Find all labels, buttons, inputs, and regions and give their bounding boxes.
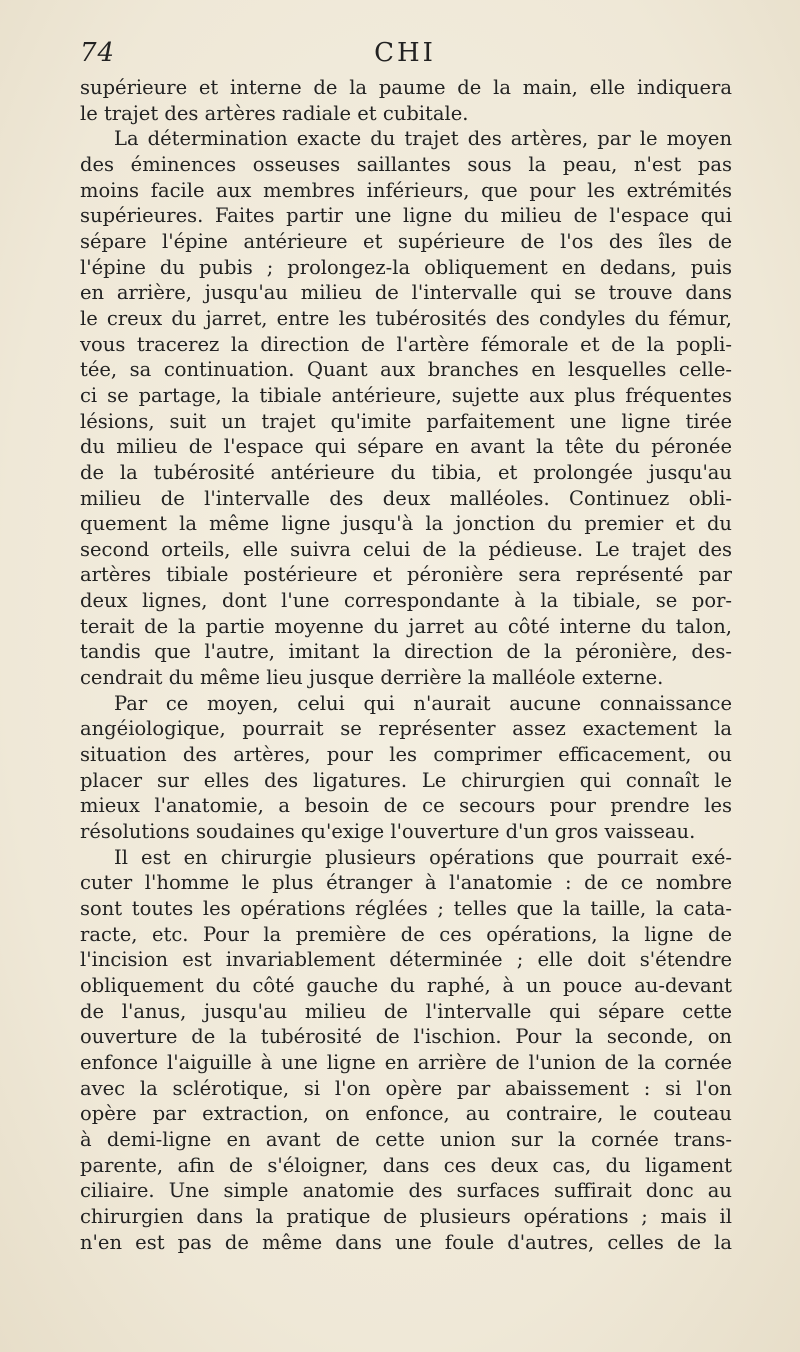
text-line: second orteils, elle suivra celui de la pédieuse. Le trajet des <box>80 537 732 561</box>
text-line: tandis que l'autre, imitant la direction de la péronière, des- <box>80 640 732 664</box>
text-line: quement la même ligne jusqu'à la jonction du premier et du <box>80 512 732 536</box>
text-line: de l'anus, jusqu'au milieu de l'intervalle qui sépare cette <box>80 999 732 1023</box>
text-line: en arrière, jusqu'au milieu de l'intervalle qui se trouve dans <box>80 281 732 305</box>
text-line: avec la sclérotique, si l'on opère par abaissement : si l'on <box>80 1076 732 1100</box>
text-line: opère par extraction, on enfonce, au contraire, le couteau <box>80 1102 732 1126</box>
paragraph <box>80 126 732 690</box>
text-line: ci se partage, la tibiale antérieure, sujette aux plus fréquentes <box>80 383 732 407</box>
text-line: enfonce l'aiguille à une ligne en arrière de l'union de la cornée <box>80 1050 732 1074</box>
text-line: n'en est pas de même dans une foule d'autres, celles de la <box>80 1230 732 1254</box>
text-line: cuter l'homme le plus étranger à l'anatomie : de ce nombre <box>80 871 732 895</box>
text-line: sépare l'épine antérieure et supérieure de l'os des îles de <box>80 229 732 253</box>
text-line: parente, afin de s'éloigner, dans ces deux cas, du ligament <box>80 1153 732 1177</box>
text-line: angéiologique, pourrait se représenter assez exactement la <box>80 717 732 741</box>
text-line: l'incision est invariablement déterminée ; elle doit s'étendre <box>80 948 732 972</box>
running-head: CHI <box>374 38 436 68</box>
page-number: 74 <box>80 38 116 68</box>
text-line: moins facile aux membres inférieurs, que pour les extrémités <box>80 178 732 202</box>
paragraph <box>80 845 732 1256</box>
text-line: chirurgien dans la pratique de plusieurs opérations ; mais il <box>80 1204 732 1228</box>
text-line: mieux l'anatomie, a besoin de ce secours pour prendre les <box>80 794 732 818</box>
text-line: le creux du jarret, entre les tubérosités des condyles du fémur, <box>80 306 732 330</box>
text-line: deux lignes, dont l'une correspondante à la tibiale, se por- <box>80 589 732 613</box>
text-line: l'épine du pubis ; prolongez-la obliquement en dedans, puis <box>80 255 732 279</box>
text-line: obliquement du côté gauche du raphé, à un pouce au-devant <box>80 973 732 997</box>
text-line: ouverture de la tubérosité de l'ischion. Pour la seconde, on <box>80 1025 732 1049</box>
text-line: Par ce moyen, celui qui n'aurait aucune connaissance <box>114 691 732 715</box>
text-line: à demi-ligne en avant de cette union sur la cornée trans- <box>80 1127 732 1151</box>
text-line: supérieures. Faites partir une ligne du milieu de l'espace qui <box>80 204 732 228</box>
text-line: résolutions soudaines qu'exige l'ouverture d'un gros vaisseau. <box>80 820 696 844</box>
text-line: terait de la partie moyenne du jarret au côté interne du talon, <box>80 614 732 638</box>
text-line: milieu de l'intervalle des deux malléoles. Continuez obli- <box>80 486 732 510</box>
text-line: tée, sa continuation. Quant aux branches en lesquelles celle- <box>80 358 732 382</box>
text-line: racte, etc. Pour la première de ces opérations, la ligne de <box>80 922 732 946</box>
text-line: le trajet des artères radiale et cubitale. <box>80 101 469 125</box>
paragraph <box>80 75 732 126</box>
text-line: lésions, suit un trajet qu'imite parfaitement une ligne tirée <box>80 409 732 433</box>
text-line: situation des artères, pour les comprimer efficacement, ou <box>80 743 732 767</box>
text-line: vous tracerez la direction de l'artère fémorale et de la popli- <box>80 332 732 356</box>
text-line: ciliaire. Une simple anatomie des surfaces suffirait donc au <box>80 1179 732 1203</box>
text-line: La détermination exacte du trajet des artères, par le moyen <box>114 127 732 151</box>
body-text <box>80 75 732 1255</box>
text-line: du milieu de l'espace qui sépare en avant la tête du péronée <box>80 435 732 459</box>
text-line: de la tubérosité antérieure du tibia, et prolongée jusqu'au <box>80 460 732 484</box>
paragraph <box>80 691 732 845</box>
text-line: placer sur elles des ligatures. Le chirurgien qui connaît le <box>80 768 732 792</box>
text-line: supérieure et interne de la paume de la main, elle indiquera <box>80 76 732 99</box>
text-line: Il est en chirurgie plusieurs opérations que pourrait exé- <box>114 845 732 869</box>
text-line: des éminences osseuses saillantes sous la peau, n'est pas <box>80 152 732 176</box>
text-line: sont toutes les opérations réglées ; telles que la taille, la cata- <box>80 897 732 920</box>
page-header <box>80 38 730 74</box>
text-line: cendrait du même lieu jusque derrière la malléole externe. <box>80 666 664 690</box>
text-line: artères tibiale postérieure et péronière sera représenté par <box>80 563 732 587</box>
